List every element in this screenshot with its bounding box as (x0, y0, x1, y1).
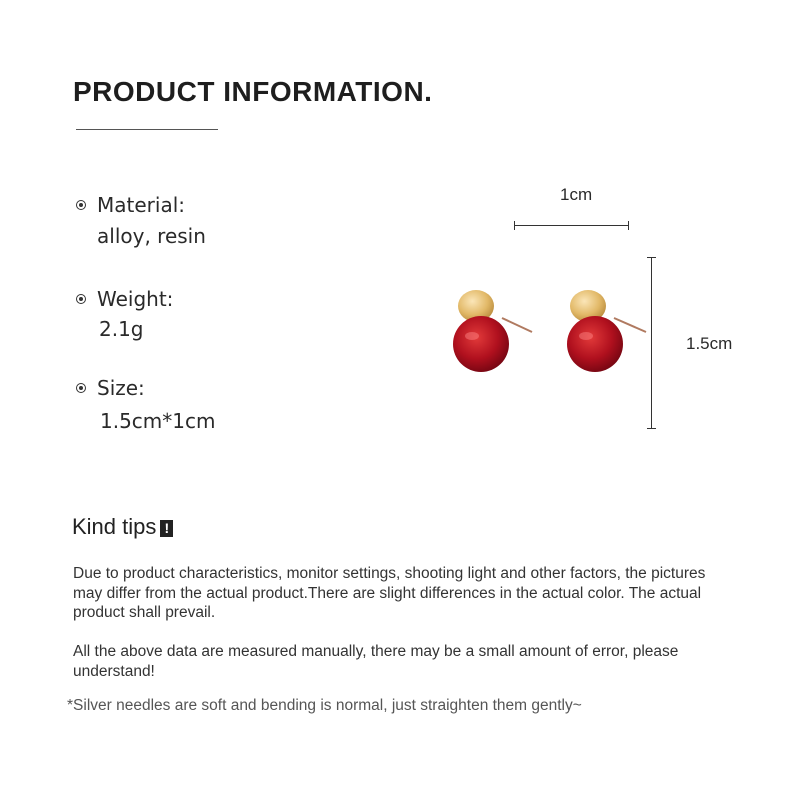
spec-size-label: Size: (97, 376, 145, 400)
title-underline (76, 129, 218, 130)
spec-weight-label: Weight: (97, 287, 174, 311)
bullet-icon (76, 383, 86, 393)
silver-needle-note: *Silver needles are soft and bending is normal, just straighten them gently~ (67, 697, 582, 714)
earring-image-left (450, 288, 545, 380)
bullet-icon (76, 294, 86, 304)
spec-material-label: Material: (97, 193, 185, 217)
bullet-icon (76, 200, 86, 210)
kind-tips-heading (72, 514, 173, 540)
warning-icon: ! (160, 520, 173, 537)
spec-size-value: 1.5cm*1cm (100, 409, 216, 433)
height-dimension-label: 1.5cm (686, 334, 733, 353)
tips-paragraph-2: All the above data are measured manually, there may be a small amount of error, please understand! (73, 643, 679, 680)
red-stone-icon (453, 316, 509, 372)
kind-tips-heading-text: Kind tips (72, 514, 157, 539)
earring-image-right (562, 288, 657, 380)
spec-weight-value: 2.1g (99, 317, 144, 341)
tips-paragraph-1: Due to product characteristics, monitor settings, shooting light and other factors, the pictures may differ from the actual product.There are slight differences in the actual color. The actual product shall prevail. (73, 565, 706, 621)
width-dimension-label: 1cm (560, 185, 593, 204)
page-title: PRODUCT INFORMATION. (73, 76, 433, 107)
red-stone-icon (567, 316, 623, 372)
width-dimension-line (514, 225, 629, 226)
spec-material-value: alloy, resin (97, 224, 206, 248)
